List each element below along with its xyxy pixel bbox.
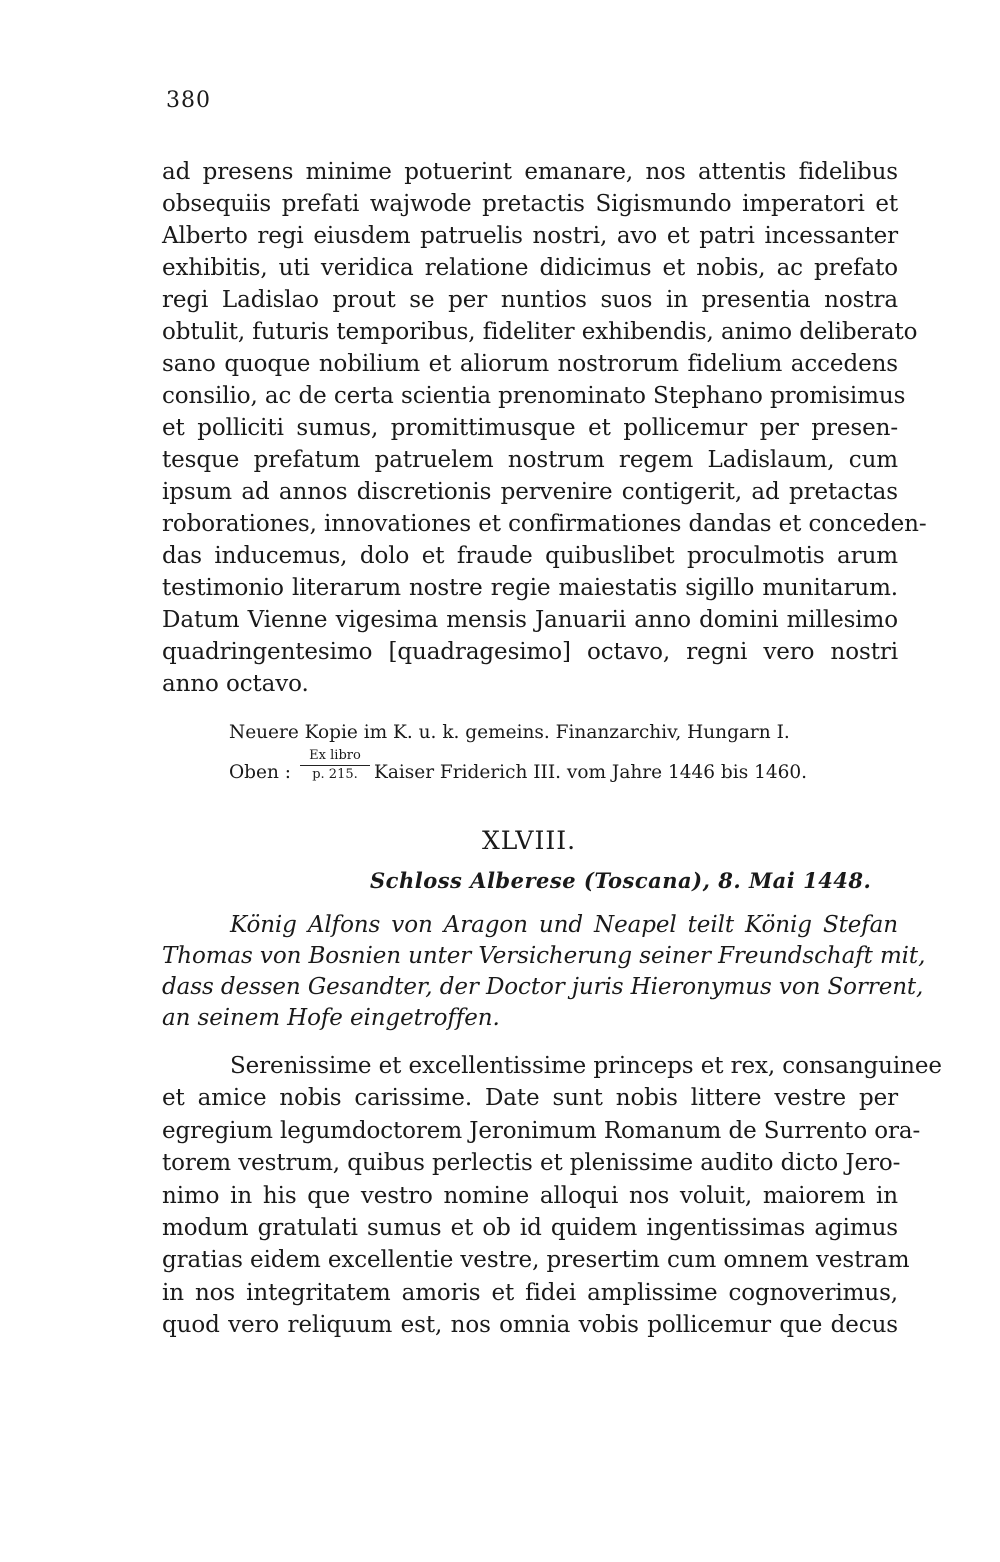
text-line: sano quoque nobilium et aliorum nostrorum fidelium accedens: [162, 351, 898, 377]
text-line: et amice nobis carissime. Date sunt nobis littere vestre per: [162, 1085, 898, 1112]
text-line: ipsum ad annos discretionis pervenire contigerit, ad pretactas: [162, 479, 898, 505]
text-line: obtulit, futuris temporibus, fideliter exhibendis, animo deliberato: [162, 319, 918, 345]
text-line: das inducemus, dolo et fraude quibuslibet proculmotis arum: [162, 543, 898, 569]
text-line: gratias eidem excellentie vestre, presertim cum omnem vestram: [162, 1247, 910, 1274]
text-line: in nos integritatem amoris et fidei amplissime cognoverimus,: [162, 1279, 898, 1306]
dateline: Schloss Alberese (Toscana), 8. Mai 1448.: [370, 868, 872, 893]
text-line: anno octavo.: [162, 671, 309, 697]
text-line: torem vestrum, quibus perlectis et plenissime audito dicto Jero-: [162, 1150, 901, 1177]
text-line: testimonio literarum nostre regie maiestatis sigillo munitarum.: [162, 575, 898, 601]
fraction-top: Ex libro: [309, 748, 361, 763]
text-line: Alberto regi eiusdem patruelis nostri, avo et patri incessanter: [162, 223, 898, 249]
text-line: et polliciti sumus, promittimusque et pollicemur per presen-: [162, 415, 898, 441]
summary: [162, 910, 926, 1034]
summary-line: Thomas von Bosnien unter Versicherung seiner Freundschaft mit,: [162, 943, 926, 969]
text-line: egregium legumdoctorem Jeronimum Romanum de Surrento ora-: [162, 1117, 921, 1144]
source-note: [229, 748, 909, 792]
text-line: tesque prefatum patruelem nostrum regem Ladislaum, cum: [162, 447, 898, 473]
fraction-bar: [300, 765, 370, 766]
source-note-label: Oben :: [229, 762, 291, 783]
summary-line: an seinem Hofe eingetroffen.: [162, 1005, 500, 1031]
source-fraction: [300, 748, 370, 783]
text-line: Serenissime et excellentissime princeps et rex, consanguinee: [230, 1053, 942, 1079]
text-line: obsequiis prefati wajwode pretactis Sigismundo imperatori et: [162, 191, 898, 217]
source-note-text: Kaiser Friderich III. vom Jahre 1446 bis 1460.: [374, 762, 808, 783]
summary-line: dass dessen Gesandter, der Doctor juris Hieronymus von Sorrent,: [162, 974, 924, 1000]
text-line: Datum Vienne vigesima mensis Januarii anno domini millesimo: [162, 607, 898, 633]
summary-line: König Alfons von Aragon und Neapel teilt König Stefan: [230, 912, 898, 938]
text-line: nimo in his que vestro nomine alloqui nos voluit, maiorem in: [162, 1182, 898, 1209]
archive-note: Neuere Kopie im K. u. k. gemeins. Finanzarchiv, Hungarn I.: [229, 722, 790, 743]
text-line: modum gratulati sumus et ob id quidem ingentissimas agimus: [162, 1214, 898, 1241]
text-line: exhibitis, uti veridica relatione didicimus et nobis, ac prefato: [162, 255, 898, 281]
text-line: ad presens minime potuerint emanare, nos attentis fidelibus: [162, 159, 898, 185]
page-number: 380: [166, 88, 211, 113]
text-line: consilio, ac de certa scientia prenominato Stephano promisimus: [162, 383, 906, 409]
paragraph-1: [162, 156, 927, 700]
text-line: quod vero reliquum est, nos omnia vobis pollicemur que decus: [162, 1312, 898, 1339]
document-number: XLVIII.: [482, 826, 577, 855]
text-line: regi Ladislao prout se per nuntios suos in presentia nostra: [162, 287, 898, 313]
fraction-bottom: p. 215.: [312, 767, 358, 782]
text-line: roborationes, innovationes et confirmationes dandas et conceden-: [162, 511, 927, 537]
paragraph-2: [162, 1050, 942, 1342]
text-line: quadringentesimo [quadragesimo] octavo, regni vero nostri: [162, 639, 898, 665]
